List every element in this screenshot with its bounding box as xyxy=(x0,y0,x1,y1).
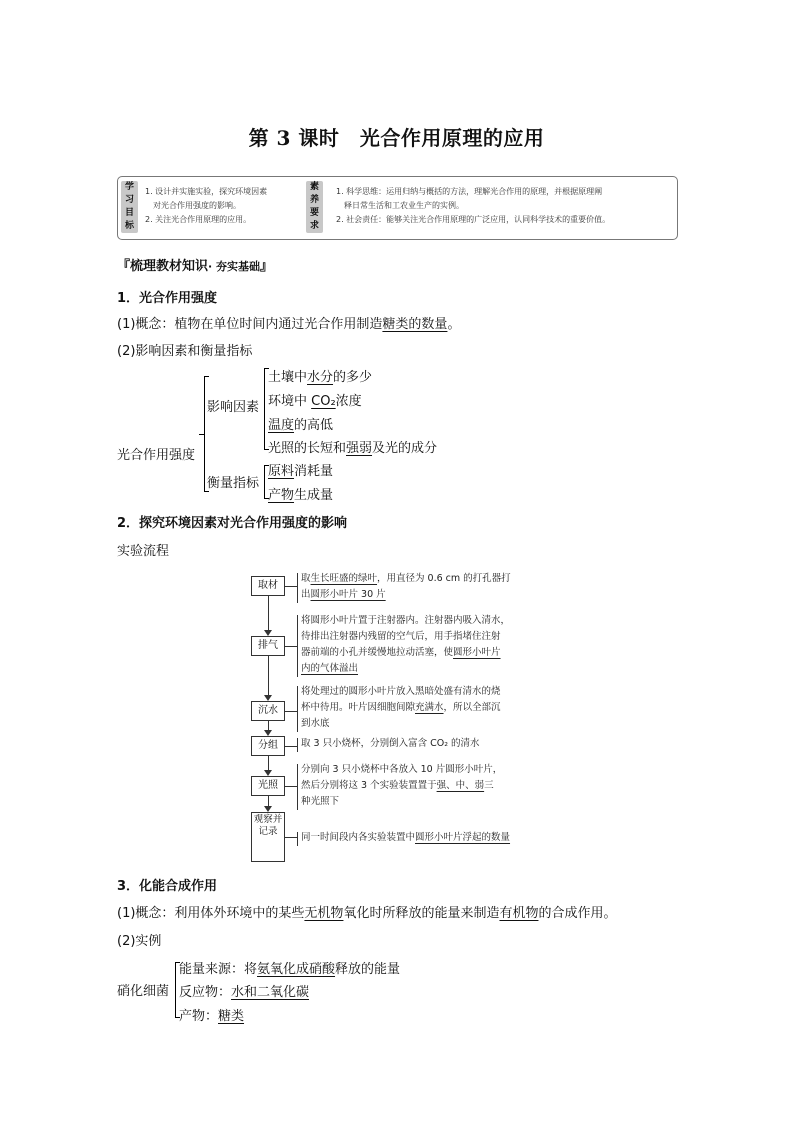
literacy-line-2: 释日常生活和工农业生产的实例。 xyxy=(336,201,464,210)
section-2-heading: 2．探究环境因素对光合作用强度的影响 xyxy=(117,516,348,531)
flow-step-bracket xyxy=(297,686,298,732)
flow-step-text-line: 出圆形小叶片 30 片 xyxy=(301,589,386,600)
section-1-heading: 1．光合作用强度 xyxy=(117,291,218,306)
flow-step-box: 沉水 xyxy=(251,701,285,721)
measure-item: 原料消耗量 xyxy=(268,464,334,479)
flow-arrow-line xyxy=(268,596,269,630)
flow-step-bracket xyxy=(297,615,298,677)
learning-goal-line-3: 2. 关注光合作用原理的应用。 xyxy=(145,215,252,224)
page-title: 第 3 课时 光合作用原理的应用 xyxy=(248,126,545,150)
experiment-flow-title: 实验流程 xyxy=(117,544,170,559)
literacy-line-1: 1. 科学思维：运用归纳与概括的方法，理解光合作用的原理，并根据原理阐 xyxy=(336,187,603,196)
flow-step-connector xyxy=(285,837,297,838)
factor-item: 土壤中水分的多少 xyxy=(268,370,373,385)
section-header-sub: · 夯实基础 xyxy=(208,260,261,273)
s3-example-heading: (2)实例 xyxy=(117,934,162,949)
factor-item: 环境中 CO₂浓度 xyxy=(268,394,362,409)
flow-step-bracket xyxy=(297,764,298,810)
flow-step-connector xyxy=(285,711,297,712)
flow-step-text-line: 到水底 xyxy=(301,718,330,729)
flow-step-text-line: 待排出注射器内残留的空气后，用手指堵住注射 xyxy=(301,631,501,642)
flow-step-text-line: 取 3 只小烧杯，分别倒入富含 CO₂ 的清水 xyxy=(301,738,480,749)
factors-brace xyxy=(264,368,265,450)
s3-item: 能量来源：将氨氧化成硝酸释放的能量 xyxy=(179,962,401,977)
factor-item: 温度的高低 xyxy=(268,418,334,433)
learning-goal-line-1: 1. 设计并实施实验，探究环境因素 xyxy=(145,187,268,196)
flow-step-connector xyxy=(285,646,297,647)
flow-step-box: 取材 xyxy=(251,576,285,596)
s1-factors-heading: (2)影响因素和衡量指标 xyxy=(117,344,253,359)
flow-step-text-line: 器前端的小孔并缓慢地拉动活塞，使圆形小叶片 xyxy=(301,647,501,658)
flow-arrow-line xyxy=(268,656,269,695)
flow-step-box: 观察并记录 xyxy=(251,812,285,862)
s1-concept-key: 糖类的数量 xyxy=(382,317,448,332)
flow-step-text-line: 取生长旺盛的绿叶，用直径为 0.6 cm 的打孔器打 xyxy=(301,573,511,584)
flow-step-text-line: 然后分别将这 3 个实验装置置于强、中、弱三 xyxy=(301,780,494,791)
flow-step-text-line: 将圆形小叶片置于注射器内。注射器内吸入清水， xyxy=(301,615,511,626)
measures-brace xyxy=(264,465,265,499)
s1-concept: (1)概念：植物在单位时间内通过光合作用制造糖类的数量。 xyxy=(117,317,461,332)
section-header-main: 梳理教材知识 xyxy=(130,259,209,274)
flow-step-text-line: 内的气体溢出 xyxy=(301,663,359,674)
main-brace xyxy=(204,376,205,492)
s3-concept: (1)概念：利用体外环境中的某些无机物氧化时所释放的能量来制造有机物的合成作用。 xyxy=(117,906,617,921)
measure-label: 衡量指标 xyxy=(207,476,260,491)
tree-root-nitrifying-bacteria: 硝化细菌 xyxy=(117,984,170,999)
flow-step-bracket xyxy=(297,573,298,603)
flow-step-text-line: 杯中待用。叶片因细胞间隙充满水，所以全部沉 xyxy=(301,702,501,713)
objectives-box xyxy=(117,176,678,240)
factor-item: 光照的长短和强弱及光的成分 xyxy=(268,441,438,456)
flow-step-text-line: 种光照下 xyxy=(301,796,340,807)
s3-brace xyxy=(175,962,176,1018)
tree-root-photosynthesis-intensity: 光合作用强度 xyxy=(117,448,196,463)
flow-step-bracket xyxy=(297,738,298,752)
measure-item: 产物生成量 xyxy=(268,488,334,503)
flow-step-text-line: 将处理过的圆形小叶片放入黑暗处盛有清水的烧 xyxy=(301,686,501,697)
literacy-requirements-tag: 素养要求 xyxy=(306,181,323,233)
flow-arrow-line xyxy=(268,721,269,730)
flow-step-bracket xyxy=(297,832,298,846)
flow-arrow-line xyxy=(268,756,269,770)
flow-step-connector xyxy=(285,746,297,747)
literacy-line-3: 2. 社会责任：能够关注光合作用原理的广泛应用，认同科学技术的重要价值。 xyxy=(336,215,611,224)
flow-step-text-line: 同一时间段内各实验装置中圆形小叶片浮起的数量 xyxy=(301,832,511,843)
flow-step-box: 光照 xyxy=(251,776,285,796)
s3-item: 反应物：水和二氧化碳 xyxy=(179,985,310,1000)
flow-step-connector xyxy=(285,786,297,787)
flow-arrow-line xyxy=(268,796,269,806)
flow-step-box: 排气 xyxy=(251,636,285,656)
section-header: 『梳理教材知识· 夯实基础』 xyxy=(117,259,274,274)
s3-item: 产物：糖类 xyxy=(179,1009,245,1024)
flow-step-connector xyxy=(285,586,297,587)
flow-step-text-line: 分别向 3 只小烧杯中各放入 10 片圆形小叶片， xyxy=(301,764,503,775)
learning-goal-line-2: 对光合作用强度的影响。 xyxy=(145,201,241,210)
factor-label: 影响因素 xyxy=(207,400,260,415)
section-3-heading: 3．化能合成作用 xyxy=(117,879,218,894)
learning-goals-tag: 学习目标 xyxy=(121,181,138,233)
flow-step-box: 分组 xyxy=(251,736,285,756)
